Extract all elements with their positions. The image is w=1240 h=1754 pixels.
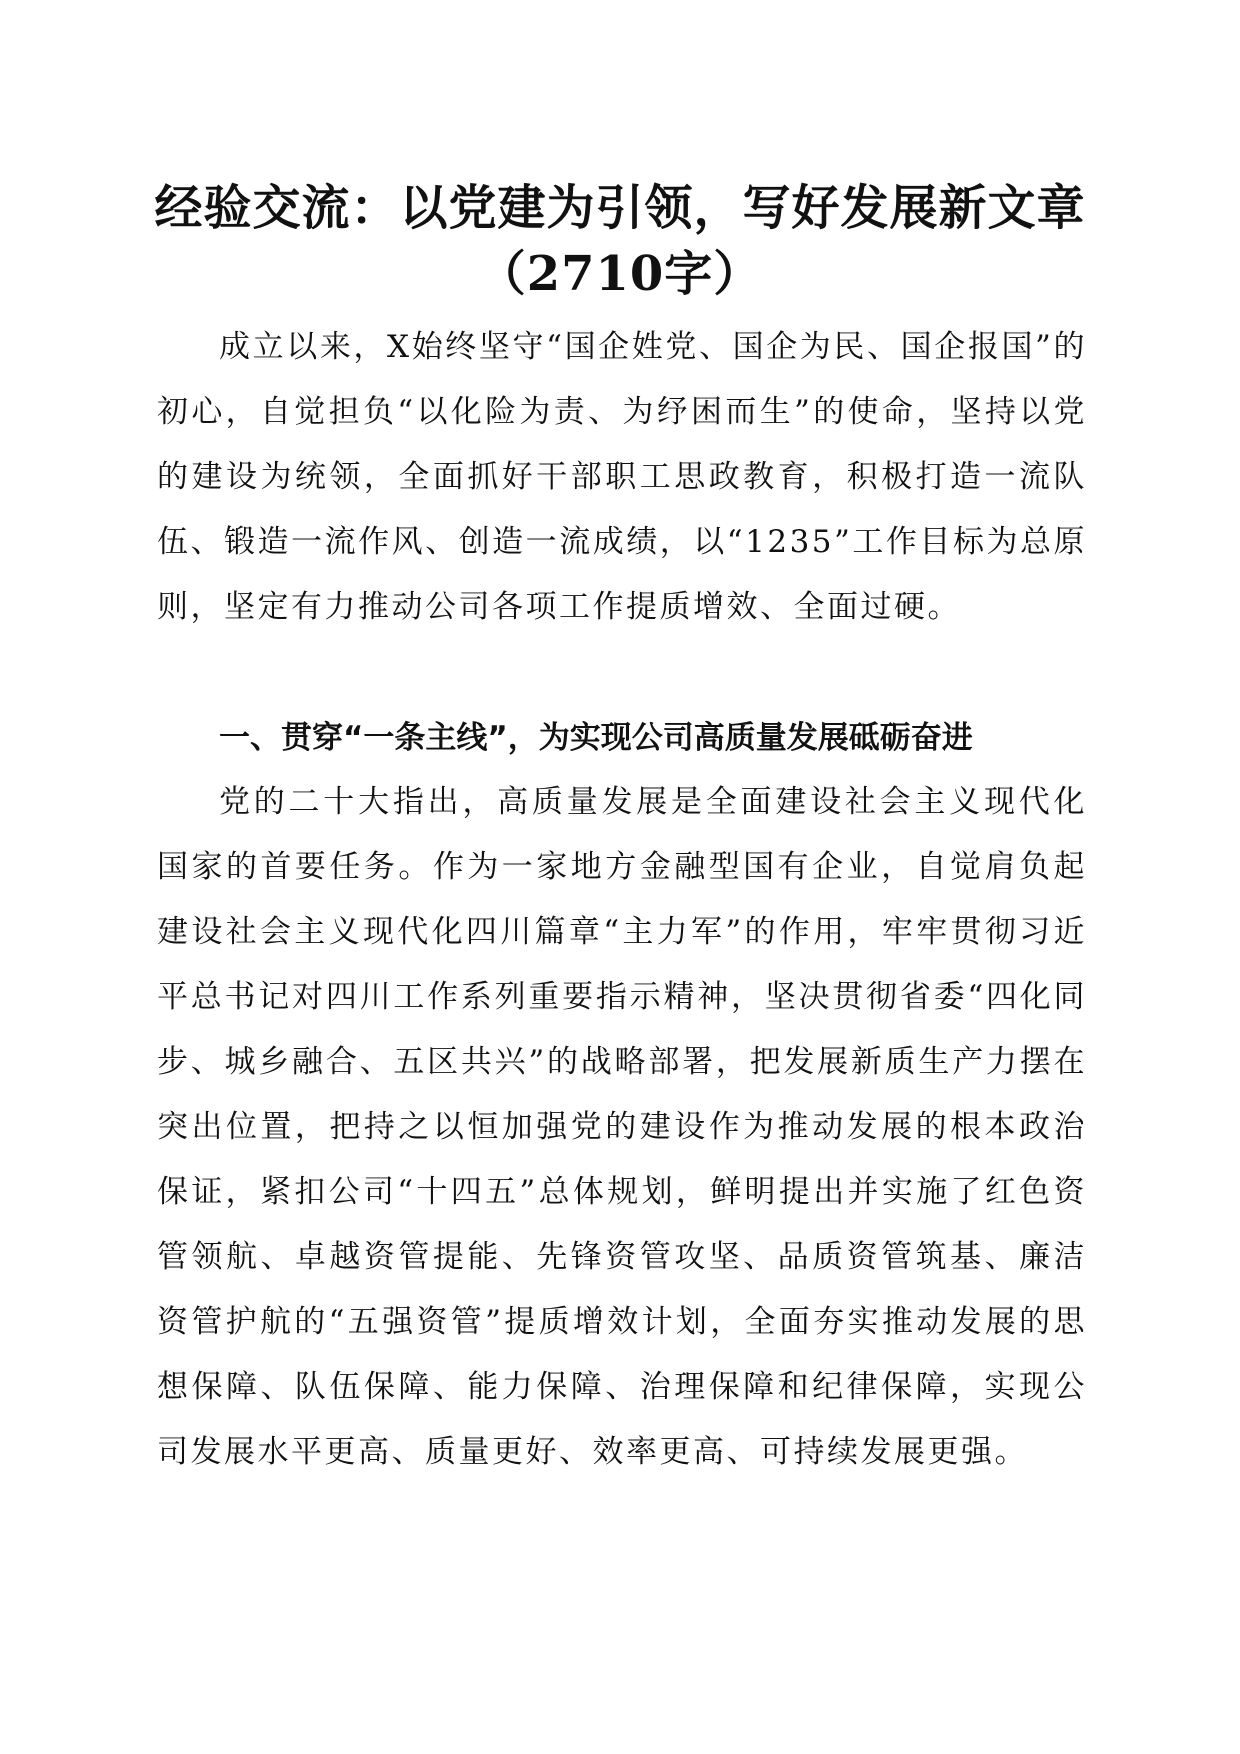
document-word-count: （2710字） [477,246,763,302]
section-heading: 一、贯穿“一条主线”，为实现公司高质量发展砥砺奋进 [219,720,973,756]
intro-paragraph: 成立以来，X始终坚守“国企姓党、国企为民、国企报国”的初心，自觉担负“以化险为责、为纾困而生”的使命，坚持以党的建设为统领，全面抓好干部职工思政教育，积极打造一流队伍、锻造一流作风、创造一流成绩，以“1235”工作目标为总原则，坚定有力推动公司各项工作提质增效、全面过硬。 [157,329,1087,625]
section-paragraph: 党的二十大指出，高质量发展是全面建设社会主义现代化国家的首要任务。作为一家地方金融型国有企业，自觉肩负起建设社会主义现代化四川篇章“主力军”的作用，牢牢贯彻习近平总书记对四川工作系列重要指示精神，坚决贯彻省委“四化同步、城乡融合、五区共兴”的战略部署，把发展新质生产力摆在突出位置，把持之以恒加强党的建设作为推动发展的根本政治保证，紧扣公司“十四五”总体规划，鲜明提出并实施了红色资管领航、卓越资管提能、先锋资管攻坚、品质资管筑基、廉洁资管护航的“五强资管”提质增效计划，全面夯实推动发展的思想保障、队伍保障、能力保障、治理保障和纪律保障，实现公司发展水平更高、质量更好、效率更高、可持续发展更强。 [157,784,1087,1470]
document-title: 经验交流：以党建为引领，写好发展新文章 [154,180,1086,236]
